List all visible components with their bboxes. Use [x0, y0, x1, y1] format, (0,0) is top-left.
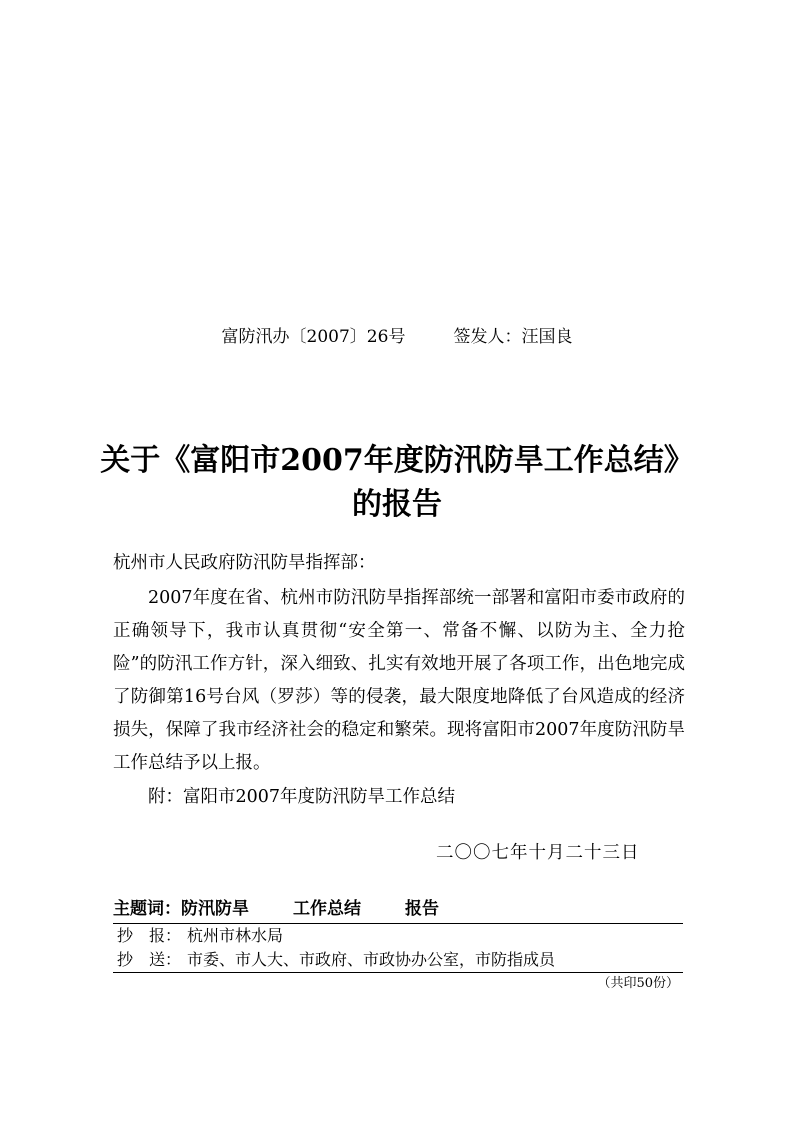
attachment-note: 附：富阳市2007年度防汛防旱工作总结 — [148, 787, 456, 807]
signer: 签发人：汪国良 — [453, 327, 573, 347]
report-label: 抄 报： — [117, 926, 182, 945]
issue-date: 二〇〇七年十月二十三日 — [436, 843, 640, 863]
salutation: 杭州市人民政府防汛防旱指挥部： — [113, 553, 376, 573]
keyword: 报告 — [405, 899, 439, 919]
subject-keywords-row — [113, 895, 683, 923]
document-number: 富防汛办〔2007〕26号 — [221, 327, 406, 347]
document-footer — [113, 895, 683, 995]
document-title-line-1: 关于《富阳市2007年度防汛防旱工作总结》 — [100, 443, 694, 478]
document-reference-line — [0, 322, 794, 352]
keyword: 防汛防旱 — [181, 899, 249, 919]
subject-label: 主题词： — [113, 899, 181, 919]
report-to-row — [113, 924, 683, 948]
copies-note: （共印50份） — [597, 976, 679, 991]
send-label: 抄 送： — [117, 950, 182, 969]
document-title-line-2: 的报告 — [352, 487, 442, 522]
report-recipients: 杭州市林水局 — [187, 926, 284, 945]
keyword: 工作总结 — [293, 899, 361, 919]
send-recipients: 市委、市人大、市政府、市政协办公室，市防指成员 — [187, 950, 556, 969]
body-paragraph: 2007年度在省、杭州市防汛防旱指挥部统一部署和富阳市委市政府的正确领导下，我市认真贯彻“安全第一、常备不懈、以防为主、全力抢险”的防汛工作方针，深入细致、扎实有效地开展了各项工作，出色地完成了防御第16号台风（罗莎）等的侵袭，最大限度地降低了台风造成的经济损失，保障了我市经济社会的稳定和繁荣。现将富阳市2007年度防汛防旱工作总结予以上报。 — [113, 588, 685, 773]
send-to-row — [113, 948, 683, 972]
